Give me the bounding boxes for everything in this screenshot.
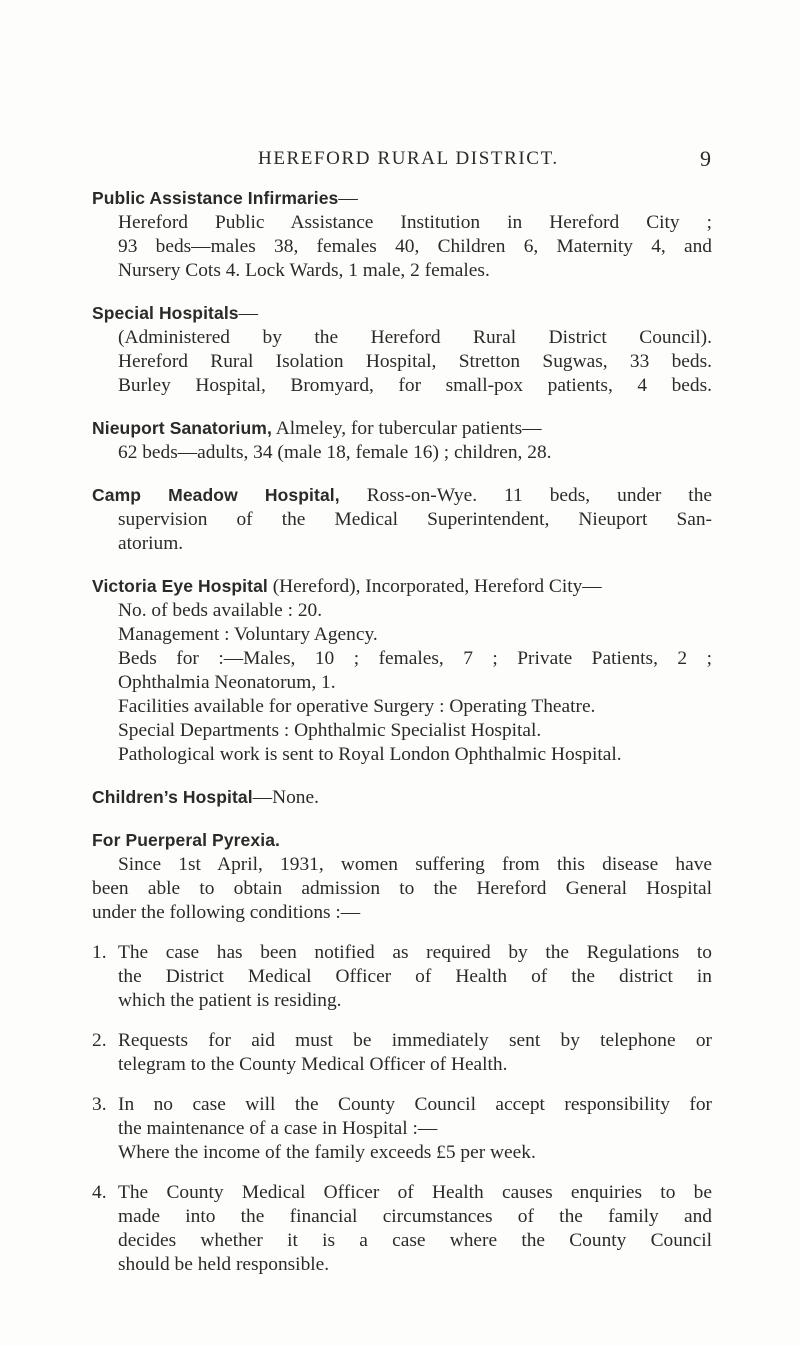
heading-dash: — bbox=[238, 303, 259, 324]
document-body bbox=[92, 186, 712, 1293]
text-line: Beds for :—Males, 10 ; females, 7 ; Private Patients, 2 ; bbox=[118, 648, 712, 669]
section-camp-meadow bbox=[92, 483, 712, 556]
text-line: telegram to the County Medical Officer of Health. bbox=[118, 1054, 508, 1075]
text-line: Hereford Rural Isolation Hospital, Stretton Sugwas, 33 beds. bbox=[118, 351, 712, 372]
heading-rest: Almeley, for tubercular patients— bbox=[271, 418, 542, 439]
section-public-assistance bbox=[92, 186, 712, 283]
section-heading: Special Hospitals bbox=[92, 303, 239, 323]
text-line: The County Medical Officer of Health causes enquiries to be bbox=[118, 1182, 712, 1203]
text-line: supervision of the Medical Superintendent, Nieuport San- bbox=[118, 509, 712, 530]
condition-item bbox=[92, 1181, 712, 1277]
conditions-list bbox=[92, 941, 712, 1277]
text-line: Burley Hospital, Bromyard, for small-pox patients, 4 beds. bbox=[118, 375, 712, 396]
section-heading: Nieuport Sanatorium, bbox=[92, 418, 272, 438]
text-line: Requests for aid must be immediately sent by telephone or bbox=[118, 1030, 712, 1051]
section-heading: Public Assistance Infirmaries bbox=[92, 188, 339, 208]
text-line: atorium. bbox=[118, 533, 184, 554]
text-line: Nursery Cots 4. Lock Wards, 1 male, 2 females. bbox=[118, 260, 490, 281]
text-line: The case has been notified as required by the Regulations to bbox=[118, 942, 712, 963]
condition-item bbox=[92, 941, 712, 1013]
text-line: made into the financial circumstances of the family and bbox=[118, 1206, 712, 1227]
text-line: Since 1st April, 1931, women suffering from this disease have bbox=[118, 854, 712, 875]
heading-rest: Ross-on-Wye. 11 beds, under the bbox=[339, 485, 712, 506]
condition-number: 2. bbox=[92, 1030, 107, 1051]
condition-number: 1. bbox=[92, 942, 107, 963]
text-line: 93 beds—males 38, females 40, Children 6, Maternity 4, and bbox=[118, 236, 712, 257]
heading-rest: (Hereford), Incorporated, Hereford City— bbox=[267, 576, 602, 597]
text-line: the District Medical Officer of Health of the district in bbox=[118, 966, 712, 987]
section-childrens-hospital bbox=[92, 785, 712, 810]
text-line: Facilities available for operative Surgery : Operating Theatre. bbox=[118, 696, 596, 717]
text-line: (Administered by the Hereford Rural District Council). bbox=[118, 327, 712, 348]
text-line: decides whether it is a case where the County Council bbox=[118, 1230, 712, 1251]
text-line: Pathological work is sent to Royal London Ophthalmic Hospital. bbox=[118, 744, 622, 765]
section-heading: Victoria Eye Hospital bbox=[92, 576, 268, 596]
text-line: 62 beds—adults, 34 (male 18, female 16) ; children, 28. bbox=[118, 442, 552, 463]
condition-item bbox=[92, 1029, 712, 1077]
text-line: No. of beds available : 20. bbox=[118, 600, 323, 621]
text-line: Hereford Public Assistance Institution in Hereford City ; bbox=[118, 212, 712, 233]
text-line: which the patient is residing. bbox=[118, 990, 342, 1011]
text-line: Management : Voluntary Agency. bbox=[118, 624, 378, 645]
text-line: Special Departments : Ophthalmic Specialist Hospital. bbox=[118, 720, 542, 741]
section-nieuport-sanatorium bbox=[92, 416, 712, 465]
section-heading: For Puerperal Pyrexia. bbox=[92, 830, 280, 850]
section-victoria-eye bbox=[92, 574, 712, 767]
text-line: Ophthalmia Neonatorum, 1. bbox=[118, 672, 336, 693]
condition-item bbox=[92, 1093, 712, 1165]
text-line: In no case will the County Council accept responsibility for bbox=[118, 1094, 712, 1115]
section-special-hospitals bbox=[92, 301, 712, 398]
running-title: HEREFORD RURAL DISTRICT. bbox=[258, 148, 559, 169]
text-line: the maintenance of a case in Hospital :— bbox=[118, 1118, 438, 1139]
text-line: Where the income of the family exceeds £5 per week. bbox=[118, 1142, 536, 1163]
condition-number: 3. bbox=[92, 1094, 107, 1115]
text-line: been able to obtain admission to the Hereford General Hospital bbox=[92, 878, 712, 899]
section-heading: Children’s Hospital bbox=[92, 787, 253, 807]
page-number: 9 bbox=[700, 146, 711, 171]
text-line: should be held responsible. bbox=[118, 1254, 330, 1275]
heading-rest: —None. bbox=[252, 787, 319, 808]
condition-number: 4. bbox=[92, 1182, 107, 1203]
section-puerperal-pyrexia bbox=[92, 828, 712, 925]
text-line: under the following conditions :— bbox=[92, 902, 361, 923]
section-heading: Camp Meadow Hospital, bbox=[92, 485, 340, 505]
heading-dash: — bbox=[338, 188, 358, 209]
page-header bbox=[0, 146, 800, 172]
